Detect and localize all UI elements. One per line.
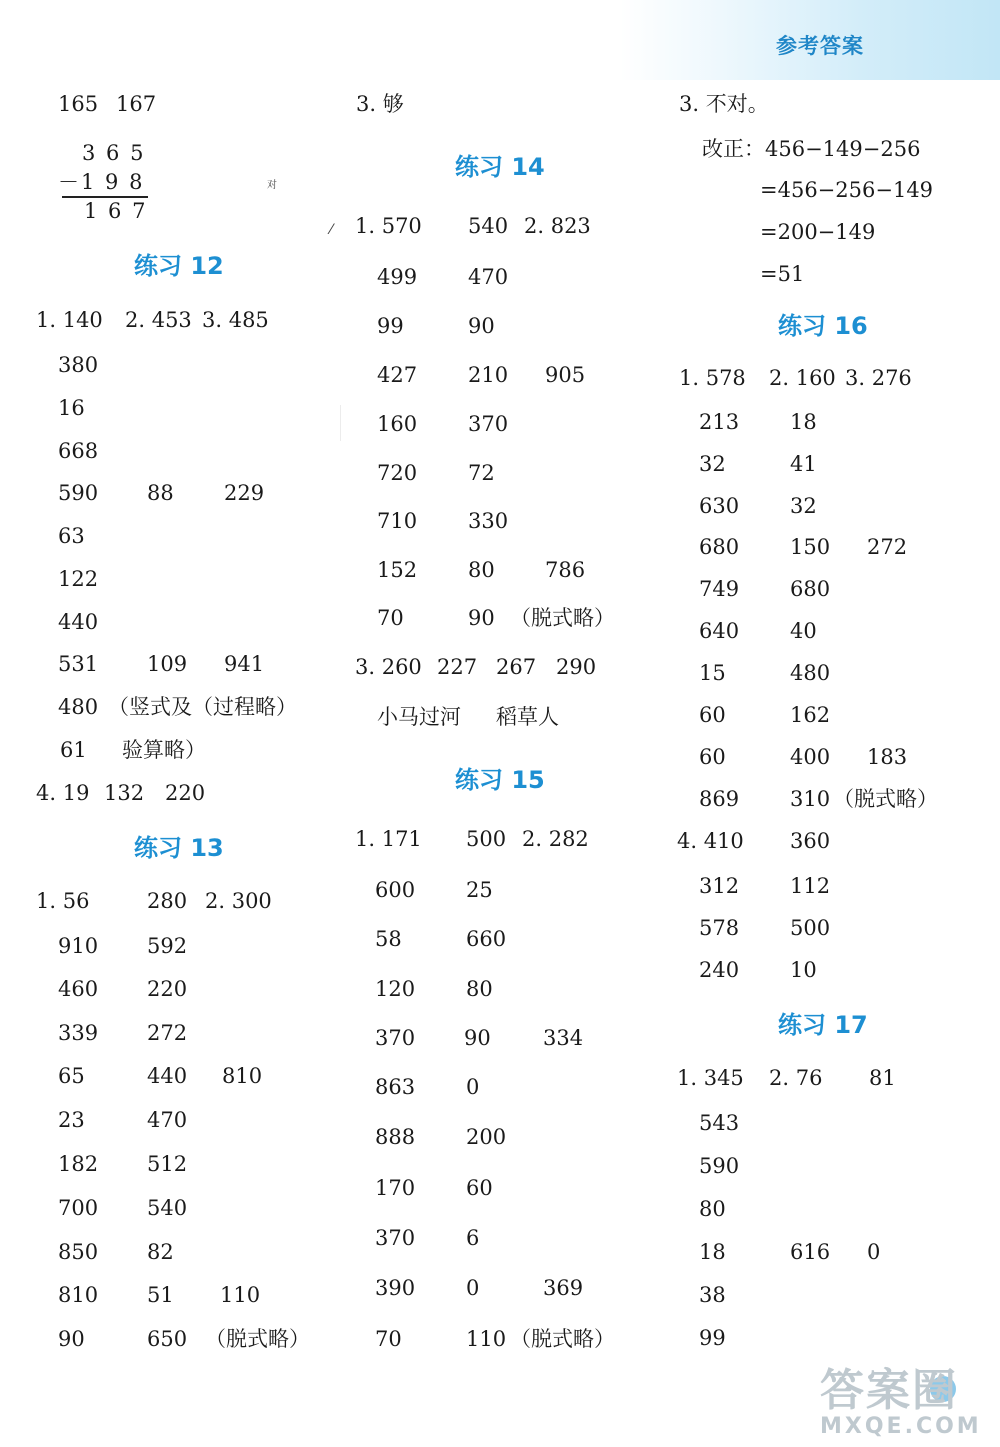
answer-text: 334: [543, 1026, 584, 1050]
answer-text: 15: [699, 661, 726, 685]
answer-text: 72: [468, 461, 495, 485]
answer-text: 680: [790, 577, 831, 601]
answer-text: 10: [790, 958, 817, 982]
exercise-15-title: 练习 15: [455, 766, 545, 794]
answer-text: 512: [147, 1152, 188, 1176]
answer-text: 162: [790, 703, 831, 727]
answer-text: 25: [466, 878, 493, 902]
answer-text: 810: [222, 1064, 263, 1088]
answer-text: 41: [790, 452, 817, 476]
answer-text: 80: [468, 558, 495, 582]
answer-text: 220: [165, 781, 206, 805]
answer-text: 2. 823: [524, 214, 591, 238]
answer-text: 90: [464, 1026, 491, 1050]
answer-text: 16: [58, 396, 85, 420]
answer-text: 2. 453: [125, 308, 192, 332]
answer-text: 60: [699, 703, 726, 727]
answer-text: 590: [699, 1154, 740, 1178]
answer-text: 460: [58, 977, 99, 1001]
answer-text: 668: [58, 439, 99, 463]
answer-text: =200−149: [760, 220, 876, 244]
answer-text: 0: [867, 1240, 881, 1264]
answer-text: 229: [224, 481, 265, 505]
vertical-calc-result: 1 6 7: [84, 199, 148, 223]
answer-note: 验算略）: [122, 738, 206, 762]
answer-text: 360: [790, 829, 831, 853]
answer-text: 3. 够: [356, 92, 404, 116]
answer-note: （脱式略）: [833, 787, 938, 811]
answer-text: 863: [375, 1075, 416, 1099]
answer-note: （脱式略）: [205, 1327, 310, 1351]
answer-text: 888: [375, 1125, 416, 1149]
answer-text: 2. 160: [769, 366, 836, 390]
answer-text: 3. 485: [202, 308, 269, 332]
answer-text: 427: [377, 363, 418, 387]
answer-text: 110: [220, 1283, 261, 1307]
answer-text: 200: [466, 1125, 507, 1149]
answer-text: 312: [699, 874, 740, 898]
answer-text: 941: [224, 652, 265, 676]
answer-text: 267: [496, 655, 537, 679]
answer-text: 改正：456−149−256: [702, 137, 921, 161]
answer-text: 4. 410: [677, 829, 744, 853]
exercise-13-title: 练习 13: [134, 834, 224, 862]
answer-note: （脱式略）: [510, 1327, 615, 1351]
answer-text: 160: [377, 412, 418, 436]
answer-text: 500: [466, 827, 507, 851]
answer-text: 390: [375, 1276, 416, 1300]
answer-text: 40: [790, 619, 817, 643]
answer-text: 480: [58, 695, 99, 719]
answer-text: 680: [699, 535, 740, 559]
answer-text: 3. 276: [845, 366, 912, 390]
vertical-calc-subtrahend: －1 9 8: [58, 170, 145, 194]
answer-text: 63: [58, 524, 85, 548]
answer-note: （竖式及（过程略）: [108, 695, 297, 719]
answer-text: 540: [147, 1196, 188, 1220]
answer-text: 120: [375, 977, 416, 1001]
page-header-title: 参考答案: [776, 34, 864, 58]
answer-text: 540: [468, 214, 509, 238]
answer-text: 616: [790, 1240, 831, 1264]
answer-text: 80: [699, 1197, 726, 1221]
exercise-14-title: 练习 14: [455, 153, 545, 181]
answer-text: 210: [468, 363, 509, 387]
answer-text: 910: [58, 934, 99, 958]
answer-text: 167: [116, 92, 157, 116]
answer-text: 720: [377, 461, 418, 485]
answer-text: 小马过河: [377, 705, 461, 729]
answer-text: 339: [58, 1021, 99, 1045]
answer-text: 749: [699, 577, 740, 601]
answer-text: 786: [545, 558, 586, 582]
answer-text: 110: [466, 1327, 507, 1351]
answer-text: 90: [468, 314, 495, 338]
answer-text: 470: [147, 1108, 188, 1132]
answer-text: 499: [377, 265, 418, 289]
exercise-17-title: 练习 17: [778, 1011, 868, 1039]
answer-text: 640: [699, 619, 740, 643]
answer-text: 700: [58, 1196, 99, 1220]
answer-text: 150: [790, 535, 831, 559]
answer-text: 227: [437, 655, 478, 679]
answer-text: 60: [699, 745, 726, 769]
watermark-text-top: 答案圈: [820, 1365, 958, 1416]
pen-mark: ⁄: [330, 222, 333, 238]
answer-text: 1. 345: [677, 1066, 744, 1090]
site-watermark: [820, 1365, 982, 1440]
answer-text: 82: [147, 1240, 174, 1264]
watermark-text-bottom: MXQE.COM: [820, 1414, 982, 1439]
answer-text: 88: [147, 481, 174, 505]
answer-text: 70: [377, 606, 404, 630]
answer-text: 240: [699, 958, 740, 982]
answer-text: 543: [699, 1111, 740, 1135]
answer-text: 1. 140: [36, 308, 103, 332]
answer-text: 122: [58, 567, 99, 591]
answer-text: 220: [147, 977, 188, 1001]
answer-text: 1. 578: [679, 366, 746, 390]
answer-text: 58: [375, 927, 402, 951]
answer-text: 1. 171: [355, 827, 422, 851]
answer-text: 32: [790, 494, 817, 518]
answer-text: 109: [147, 652, 188, 676]
vertical-calc-rule: [62, 196, 148, 198]
answer-text: 3. 260: [355, 655, 422, 679]
answer-text: 480: [790, 661, 831, 685]
answer-text: 630: [699, 494, 740, 518]
answer-text: 2. 76: [769, 1066, 823, 1090]
answer-text: 80: [466, 977, 493, 1001]
vertical-calc-top: 3 6 5: [82, 141, 146, 165]
answer-text: 51: [147, 1283, 174, 1307]
answer-text: 2. 300: [205, 889, 272, 913]
answer-text: 18: [790, 410, 817, 434]
answer-text: 370: [375, 1226, 416, 1250]
answer-text: 99: [377, 314, 404, 338]
answer-text: 23: [58, 1108, 85, 1132]
answer-text: 183: [867, 745, 908, 769]
answer-text: 710: [377, 509, 418, 533]
answer-text: 600: [375, 878, 416, 902]
answer-text: 272: [147, 1021, 188, 1045]
answer-text: 272: [867, 535, 908, 559]
answer-text: 440: [58, 610, 99, 634]
answer-text: 500: [790, 916, 831, 940]
answer-text: 590: [58, 481, 99, 505]
answer-text: 稻草人: [496, 705, 559, 729]
answer-text: 280: [147, 889, 188, 913]
answer-text: 578: [699, 916, 740, 940]
answer-text: 400: [790, 745, 831, 769]
answer-text: 370: [468, 412, 509, 436]
answer-text: 310: [790, 787, 831, 811]
answer-text: 18: [699, 1240, 726, 1264]
answer-text: 99: [699, 1326, 726, 1350]
answer-text: 850: [58, 1240, 99, 1264]
answer-text: 32: [699, 452, 726, 476]
answer-text: 213: [699, 410, 740, 434]
answer-text: 170: [375, 1176, 416, 1200]
exercise-16-title: 练习 16: [778, 312, 868, 340]
check-mark: 对: [267, 180, 277, 191]
answer-text: 370: [375, 1026, 416, 1050]
answer-text: 81: [869, 1066, 896, 1090]
answer-text: 330: [468, 509, 509, 533]
answer-text: 132: [104, 781, 145, 805]
answer-text: =456−256−149: [760, 178, 934, 202]
answer-text: 290: [556, 655, 597, 679]
answer-text: 470: [468, 265, 509, 289]
answer-text: 0: [466, 1075, 480, 1099]
answer-text: 1. 570: [355, 214, 422, 238]
answer-text: 810: [58, 1283, 99, 1307]
answer-text: 660: [466, 927, 507, 951]
answer-text: 65: [58, 1064, 85, 1088]
answer-text: 369: [543, 1276, 584, 1300]
answer-text: 3. 不对。: [679, 92, 769, 116]
answer-text: 182: [58, 1152, 99, 1176]
answer-text: 531: [58, 652, 99, 676]
answer-text: 4. 19: [36, 781, 90, 805]
answer-text: 60: [466, 1176, 493, 1200]
answer-text: 112: [790, 874, 831, 898]
answer-text: 70: [375, 1327, 402, 1351]
answer-note: （脱式略）: [510, 606, 615, 630]
answer-text: 61: [60, 738, 87, 762]
scan-artifact: [340, 405, 341, 441]
answer-text: 869: [699, 787, 740, 811]
answer-text: 2. 282: [522, 827, 589, 851]
exercise-12-title: 练习 12: [134, 252, 224, 280]
answer-text: 90: [468, 606, 495, 630]
answer-text: 90: [58, 1327, 85, 1351]
answer-text: 152: [377, 558, 418, 582]
answer-text: 0: [466, 1276, 480, 1300]
answer-text: 6: [466, 1226, 480, 1250]
answer-text: 38: [699, 1283, 726, 1307]
answer-text: 440: [147, 1064, 188, 1088]
answer-text: 650: [147, 1327, 188, 1351]
answer-text: 905: [545, 363, 586, 387]
answer-text: 380: [58, 353, 99, 377]
answer-text: 1. 56: [36, 889, 90, 913]
answer-text: =51: [760, 262, 805, 286]
answer-text: 592: [147, 934, 188, 958]
answer-text: 165: [58, 92, 99, 116]
